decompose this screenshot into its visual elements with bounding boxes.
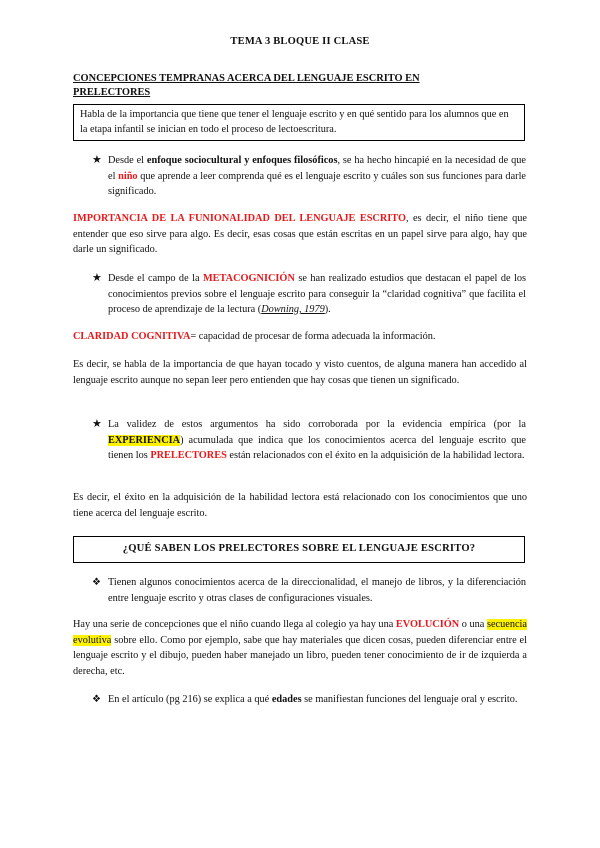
star-bullet-icon: ★ bbox=[92, 418, 102, 430]
section-heading: CONCEPCIONES TEMPRANAS ACERCA DEL LENGUAJE ESCRITO EN PRELECTORES bbox=[73, 73, 420, 98]
question-box: ¿QUÉ SABEN LOS PRELECTORES SOBRE EL LENGUAJE ESCRITO? bbox=[73, 536, 525, 563]
paragraph-es-decir-1: Es decir, se habla de la importancia de que hayan tocado y visto cuentos, de alguna manera han accedido al lenguaje escrito aunque no sepan leer pero entienden que hay cosas que tienen un significado. bbox=[73, 359, 527, 386]
bullet-conocimientos: Tienen algunos conocimientos acerca de la direccionalidad, el manejo de libros, y la diferenciación entre lenguaje escrito y otras clases de configuraciones visuales. bbox=[108, 577, 526, 604]
bullet-validez: La validez de estos argumentos ha sido corroborada por la evidencia empírica (por la EXPERIENCIA) acumulada que indica que los conocimientos acerca del lenguaje escrito que tienen los PRELECTORES están relacionados con el éxito en la adquisición de la habilidad lectora. bbox=[108, 419, 526, 461]
star-bullet-icon: ★ bbox=[92, 272, 102, 284]
star-bullet-icon: ★ bbox=[92, 154, 102, 166]
bullet-articulo: En el artículo (pg 216) se explica a qué edades se manifiestan funciones del lenguaje oral y escrito. bbox=[108, 694, 518, 705]
paragraph-es-decir-2: Es decir, el éxito en la adquisición de la habilidad lectora está relacionado con los conocimientos que uno tiene acerca del lenguaje escrito. bbox=[73, 492, 527, 519]
diamond-bullet-icon: ❖ bbox=[92, 694, 101, 705]
paragraph-claridad: CLARIDAD COGNITIVA= capacidad de procesar de forma adecuada la información. bbox=[73, 331, 436, 342]
bullet-sociocultural: Desde el enfoque sociocultural y enfoques filosóficos, se ha hecho hincapié en la necesidad de que el niño que aprende a leer comprenda qué es el lenguaje escrito y cuáles son sus funciones para darle significado. bbox=[108, 155, 526, 197]
intro-box: Habla de la importancia que tiene que tener el lenguaje escrito y en qué sentido para los alumnos que en la etapa infantil se inician en todo el proceso de lectoescritura. bbox=[73, 104, 525, 141]
page-title: TEMA 3 BLOQUE II CLASE bbox=[230, 36, 370, 47]
bullet-metacognicion: Desde el campo de la METACOGNICIÓN se han realizado estudios que destacan el papel de los conocimientos previos sobre el lenguaje escrito para conseguir la “claridad cognitiva” que facilita el proceso de aprendizaje de la lectura (Downing, 1979). bbox=[108, 273, 526, 315]
paragraph-evolucion: Hay una serie de concepciones que el niño cuando llega al colegio ya hay una EVOLUCIÓN o una secuencia evolutiva sobre ello. Como por ejemplo, sabe que hay materiales que dicen cosas, pueden diferenciar entre el lenguaje escrito y el dibujo, pueden haber manejado un libro, pueden tener conocimiento de ir de izquierda a derecha, etc. bbox=[73, 619, 527, 677]
paragraph-importancia: IMPORTANCIA DE LA FUNIONALIDAD DEL LENGUAJE ESCRITO, es decir, el niño tiene que entender que eso sirve para algo. Es decir, esas cosas que están escritas en un papel sirve para algo, hay que darle un significado. bbox=[73, 213, 527, 255]
diamond-bullet-icon: ❖ bbox=[92, 577, 101, 588]
